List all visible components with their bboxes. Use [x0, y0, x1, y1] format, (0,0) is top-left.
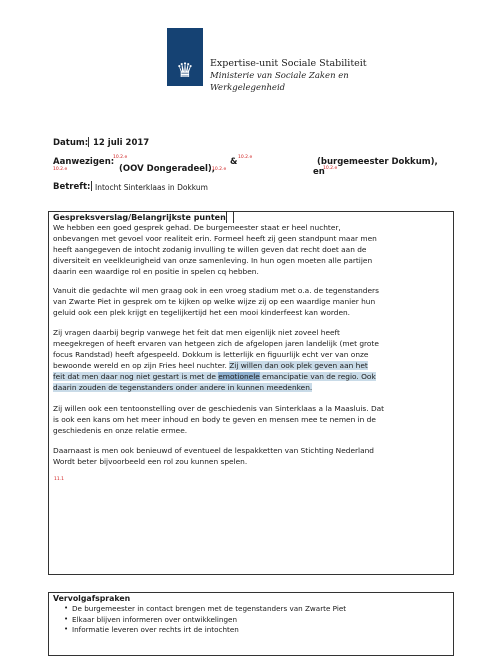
- text-line: Zij vragen daarbij begrip vanwege het feit dat men eigenlijk niet zoveel heeft: [53, 328, 340, 337]
- text-line: geschiedenis en onze relatie ermee.: [53, 426, 188, 435]
- bullet-icon: •: [64, 615, 69, 623]
- report-title: Gespreksverslag/Belangrijkste punten: [53, 213, 226, 222]
- redaction-code: 10.2.e: [212, 167, 227, 172]
- ministry-name-line1: Ministerie van Sociale Zaken en: [210, 71, 349, 81]
- text-cursor: [226, 212, 227, 223]
- text-line: Zij willen ook een tentoonstelling over de geschiedenis van Sinterklaas a la Maasluis. Dat: [53, 404, 385, 413]
- highlighted-text[interactable]: feit dat men daar nog niet gestart is met de: [53, 372, 219, 381]
- text-cursor: [88, 137, 89, 147]
- org-name: Expertise-unit Sociale Stabiliteit: [210, 58, 367, 69]
- betreft-value[interactable]: Intocht Sinterklaas in Dokkum: [95, 183, 208, 192]
- redaction-code: 10.2.e: [113, 155, 128, 160]
- bullet-icon: •: [64, 625, 69, 633]
- list-item: Informatie leveren over rechts irt de intochten: [72, 625, 239, 634]
- text-line: heeft aangegeven de intocht zodanig invulling te willen geven dat recht doet aan de: [53, 245, 367, 254]
- text-line: We hebben een goed gesprek gehad. De burgemeester staat er heel nuchter,: [53, 223, 341, 232]
- aanwezigen-label: Aanwezigen:: [53, 157, 115, 167]
- highlighted-text[interactable]: Zij willen dan ook plek geven aan het: [229, 361, 368, 370]
- text-line: [53, 361, 368, 371]
- list-item: De burgemeester in contact brengen met de tegenstanders van Zwarte Piet: [72, 604, 347, 613]
- betreft-label: Betreft:: [53, 182, 91, 192]
- ministry-name-line2: Werkgelegenheid: [210, 83, 286, 93]
- text-line: daarin een waardige rol en positie in spelen cq hebben.: [53, 267, 259, 276]
- redaction-code: 11.1: [54, 477, 65, 482]
- redaction-code: 10.2.e: [238, 155, 253, 160]
- list-item: Elkaar blijven informeren over ontwikkelingen: [72, 615, 238, 624]
- text-line: onbevangen met gevoel voor realiteit erin. Formeel heeft zij geen standpunt maar men: [53, 234, 377, 243]
- text-line: Vanuit die gedachte wil men graag ook in een vroeg stadium met o.a. de tegenstanders: [53, 286, 379, 295]
- text-line: meegekregen of heeft ervaren van hetgeen zich de afgelopen jaren landelijk (met grote: [53, 339, 379, 348]
- text-span: bewoonde wereld en op zijn Fries heel nuchter.: [53, 361, 230, 370]
- bullet-icon: •: [64, 604, 69, 612]
- text-line: is ook een kans om het meer inhoud en body te geven en mensen mee te nemen in de: [53, 415, 376, 424]
- text-line: Daarnaast is men ook benieuwd of eventueel de lespakketten van Stichting Nederland: [53, 446, 374, 455]
- redaction-code: 10.2.e: [323, 166, 338, 171]
- highlighted-text[interactable]: emancipatie van de regio. Ook: [259, 372, 376, 381]
- text-cursor: [91, 181, 92, 191]
- text-line: van Zwarte Piet in gesprek om te kijken op welke wijze zij op een waardige manier hun: [53, 297, 376, 306]
- crest-icon: ♛: [176, 58, 194, 82]
- text-line: geluid ook een plek krijgt en tegelijkertijd het een mooi kinderfeest kan worden.: [53, 308, 351, 317]
- burgemeester-attendee: (burgemeester Dokkum),: [317, 157, 438, 167]
- selected-word[interactable]: emotionele: [218, 372, 260, 381]
- text-cursor: [233, 212, 234, 223]
- redaction-code: 10.2.e: [53, 167, 68, 172]
- text-line: diversiteit en veelkleurigheid van onze samenleving. In hun ogen moeten alle partijen: [53, 256, 373, 265]
- text-line: [53, 383, 312, 393]
- text-line: focus Randstad) heeft afgespeeld. Dokkum is letterlijk en figuurlijk echt ver van onze: [53, 350, 369, 359]
- oov-attendee: (OOV Dongeradeel),: [119, 164, 216, 174]
- ampersand: &: [230, 157, 238, 167]
- followup-title: Vervolgafspraken: [53, 594, 131, 603]
- text-line: Wordt beter bijvoorbeeld een rol zou kunnen spelen.: [53, 457, 248, 466]
- text-line: [53, 372, 376, 382]
- highlighted-text[interactable]: daarin zouden de tegenstanders onder andere in kunnen meedenken.: [53, 383, 313, 392]
- datum-value[interactable]: 12 juli 2017: [93, 138, 150, 148]
- en-conjunction: en: [313, 167, 325, 177]
- datum-label: Datum:: [53, 138, 89, 148]
